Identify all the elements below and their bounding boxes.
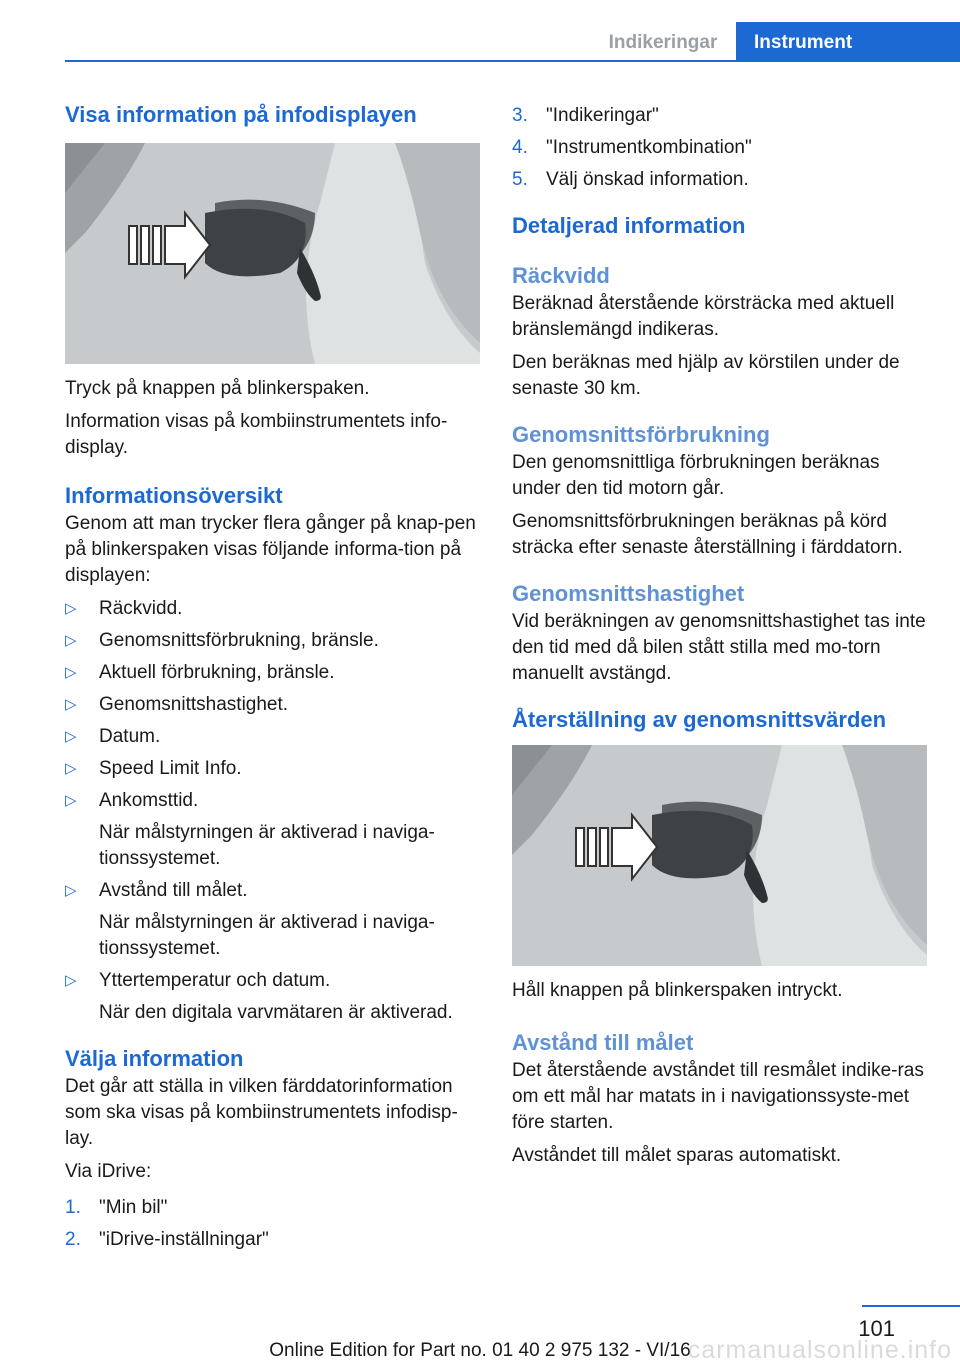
page-number-rule (862, 1305, 960, 1307)
step-item (512, 167, 930, 193)
avg-speed-title: Genomsnittshastighet (512, 581, 745, 606)
idrive-steps (65, 1195, 483, 1253)
stalk-button-illustration (65, 143, 480, 364)
list-item (65, 878, 483, 962)
list-item-text: Räckvidd. (99, 598, 183, 619)
tab-indikeringar[interactable]: Indikeringar (608, 32, 718, 53)
avg-speed-text: Vid beräkningen av genomsnittshastighet tas inte den tid med då bilen stått stilla med mo-torn manuellt avstängd. (512, 611, 926, 684)
list-item-text: Aktuell förbrukning, bränsle. (99, 662, 335, 683)
list-item (65, 660, 483, 686)
distance-text: Det återstående avståndet till resmålet indike-ras om ett mål har matats in i navigationssyste-met före starten. (512, 1060, 924, 1133)
via-idrive-text: Via iDrive: (65, 1161, 152, 1182)
step-text: Välj önskad information. (546, 169, 749, 190)
stalk-button-drawing (512, 745, 927, 966)
triangle-bullet-icon: ▷ (65, 728, 77, 745)
range-text: Beräknad återstående körsträcka med aktuell bränslemängd indikeras. (512, 293, 895, 340)
step-number: 4. (512, 137, 528, 158)
range-text-2: Den beräknas med hjälp av körstilen under de senaste 30 km. (512, 352, 900, 399)
step-text: "Indikeringar" (546, 105, 659, 126)
watermark: carmanualsonline.info (687, 1336, 952, 1364)
list-item (65, 788, 483, 872)
triangle-bullet-icon: ▷ (65, 882, 77, 899)
step-text: "Instrumentkombination" (546, 137, 752, 158)
triangle-bullet-icon: ▷ (65, 696, 77, 713)
info-list (65, 596, 483, 1026)
edition-footer: Online Edition for Part no. 01 40 2 975 132 - VI/16 (269, 1340, 691, 1361)
step-number: 5. (512, 169, 528, 190)
avg-consumption-text: Den genomsnittliga förbrukningen beräknas under den tid motorn går. (512, 452, 880, 499)
step-item (65, 1195, 483, 1221)
stalk-button-drawing (65, 143, 480, 364)
select-info-text: Det går att ställa in vilken färddatorinformation som ska visas på kombiinstrumentets infodisp-lay. (65, 1076, 458, 1149)
list-item (65, 692, 483, 718)
distance-text-2: Avståndet till målet sparas automatiskt. (512, 1145, 842, 1166)
stalk-button-illustration (512, 745, 927, 966)
triangle-bullet-icon: ▷ (65, 632, 77, 649)
reset-instruction: Håll knappen på blinkerspaken intryckt. (512, 980, 843, 1001)
header-rule (65, 60, 960, 62)
triangle-bullet-icon: ▷ (65, 600, 77, 617)
reset-averages-title: Återställning av genomsnittsvärden (512, 707, 887, 732)
list-item-text: Genomsnittsförbrukning, bränsle. (99, 630, 379, 651)
list-item-text: Ankomsttid. (99, 790, 199, 811)
list-item-text: Genomsnittshastighet. (99, 694, 289, 715)
overview-text: Genom att man trycker flera gånger på knap-pen på blinkerspaken visas följande informa-tion på displayen: (65, 513, 476, 586)
instruction-press-button: Tryck på knappen på blinkerspaken. (65, 378, 370, 399)
list-item-text: Yttertemperatur och datum. (99, 970, 331, 991)
triangle-bullet-icon: ▷ (65, 972, 77, 989)
step-text: "Min bil" (99, 1197, 168, 1218)
section-heading: Visa information på infodisplayen (65, 102, 417, 127)
step-number: 1. (65, 1197, 81, 1218)
step-text: "iDrive-inställningar" (99, 1229, 269, 1250)
list-item-note: När den digitala varvmätaren är aktiverad. (99, 1002, 453, 1023)
distance-to-destination-title: Avstånd till målet (512, 1030, 694, 1055)
triangle-bullet-icon: ▷ (65, 664, 77, 681)
page-number: 101 (858, 1316, 895, 1341)
step-item (512, 103, 930, 129)
triangle-bullet-icon: ▷ (65, 792, 77, 809)
list-item-text: Speed Limit Info. (99, 758, 242, 779)
list-item (65, 724, 483, 750)
list-item (65, 968, 483, 1026)
list-item (65, 756, 483, 782)
step-number: 2. (65, 1229, 81, 1250)
step-item (512, 135, 930, 161)
list-item (65, 628, 483, 654)
list-item-text: Avstånd till målet. (99, 880, 248, 901)
info-display-text: Information visas på kombiinstrumentets info-display. (65, 411, 448, 458)
overview-title: Informationsöversikt (65, 483, 283, 508)
left-column (65, 100, 483, 1259)
avg-consumption-title: Genomsnittsförbrukning (512, 422, 770, 447)
right-column (512, 103, 930, 1176)
step-item (65, 1227, 483, 1253)
triangle-bullet-icon: ▷ (65, 760, 77, 777)
detail-heading: Detaljerad information (512, 213, 746, 238)
tab-instrument[interactable]: Instrument (736, 22, 960, 62)
idrive-steps-continued (512, 103, 930, 193)
select-info-title: Välja information (65, 1046, 244, 1071)
avg-consumption-text-2: Genomsnittsförbrukningen beräknas på körd sträcka efter senaste återställning i färddatorn. (512, 511, 903, 558)
list-item-note: När målstyrningen är aktiverad i naviga-tionssystemet. (99, 912, 435, 959)
list-item-note: När målstyrningen är aktiverad i naviga-tionssystemet. (99, 822, 435, 869)
range-title: Räckvidd (512, 263, 610, 288)
step-number: 3. (512, 105, 528, 126)
list-item (65, 596, 483, 622)
list-item-text: Datum. (99, 726, 161, 747)
